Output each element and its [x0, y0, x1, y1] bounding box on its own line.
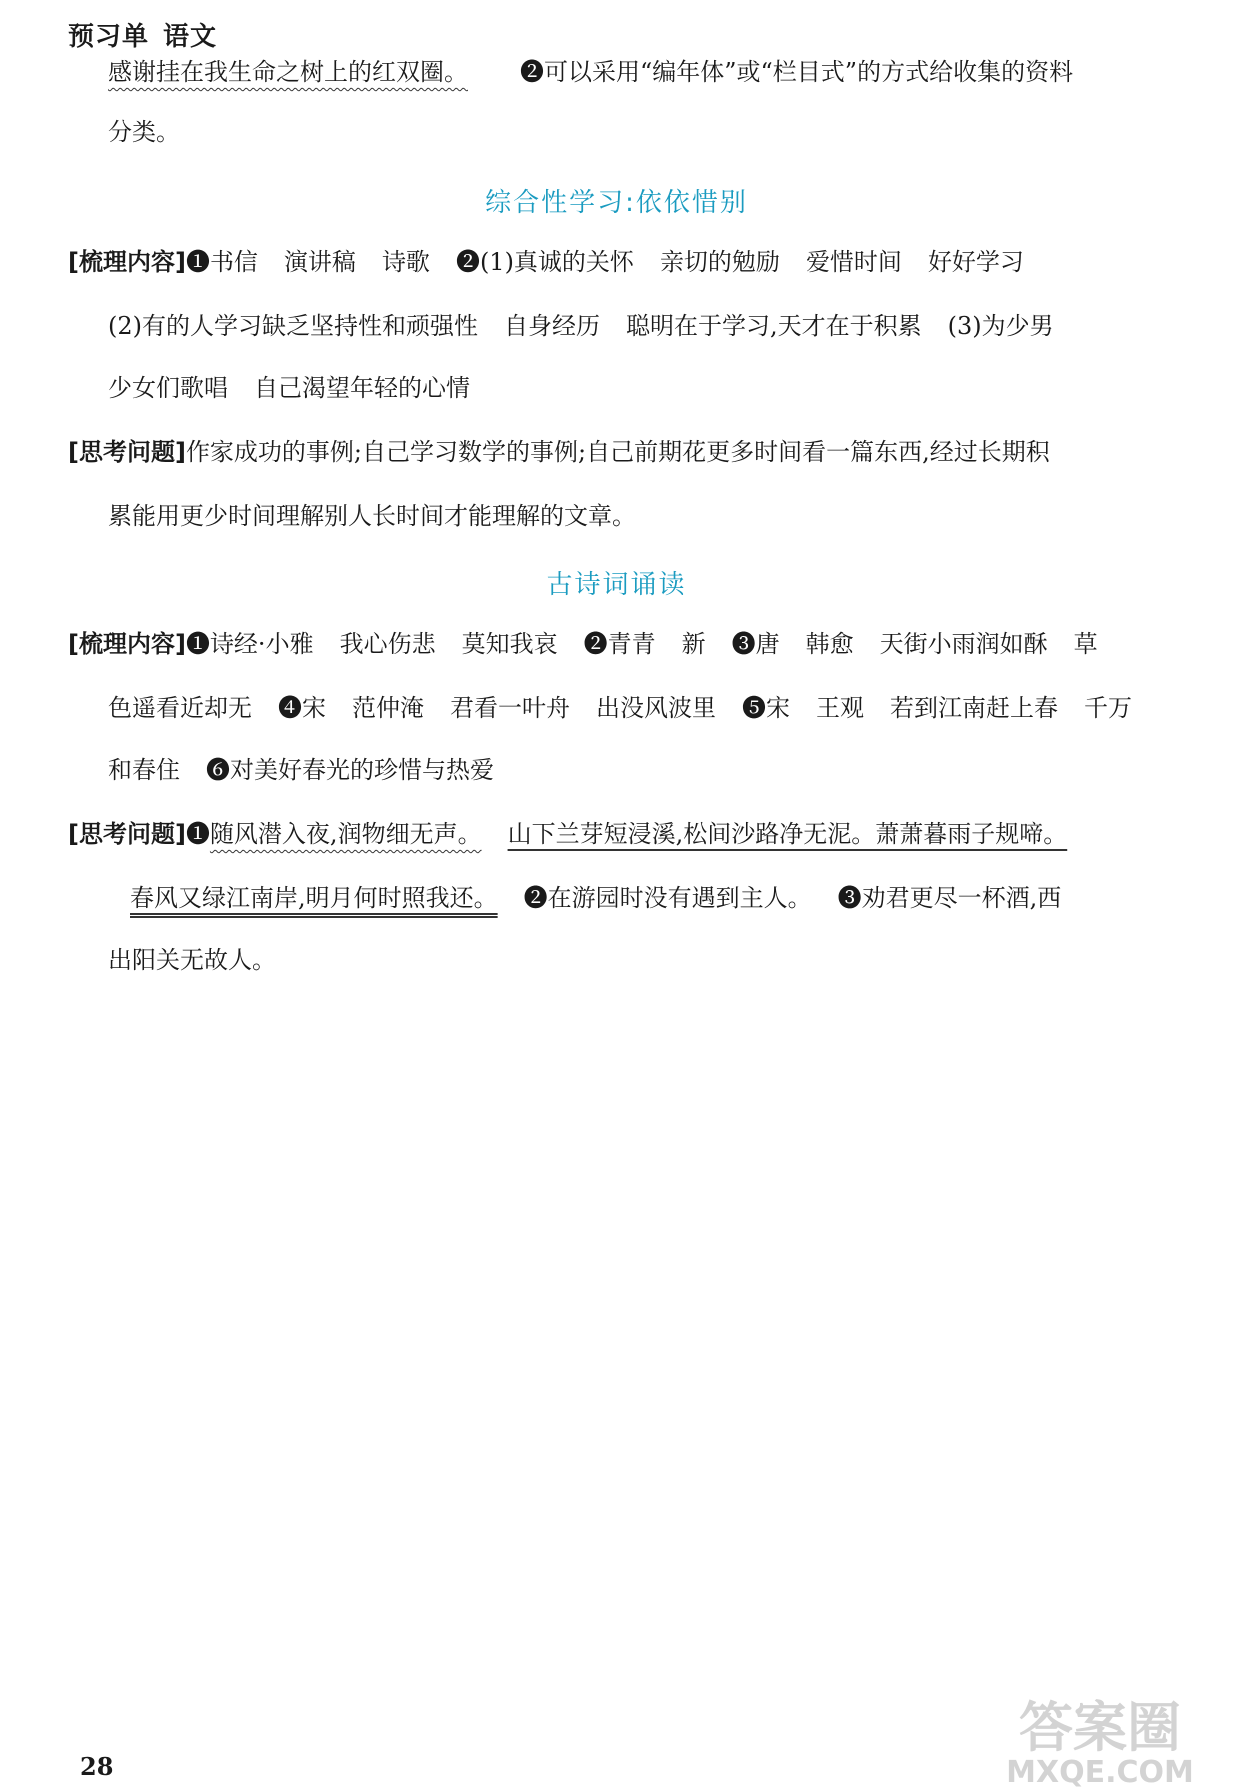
- answer: 诗歌: [381, 248, 430, 276]
- answer: 亲切的勉励: [659, 248, 780, 276]
- answer: 青青: [607, 630, 656, 658]
- top-line-1: [108, 56, 1073, 88]
- sort-label: [梳理内容]: [68, 248, 186, 276]
- answer: 劝君更尽一杯酒,西: [861, 884, 1062, 912]
- s2-sort-line-1: [68, 628, 1098, 660]
- s2-sort-line-2: [108, 692, 1132, 724]
- think-label: [思考问题]: [68, 438, 186, 466]
- answer: 千万: [1084, 694, 1132, 722]
- top-rest: 可以采用“编年体”或“栏目式”的方式给收集的资料: [544, 58, 1074, 86]
- page-header: [68, 16, 217, 53]
- s1-think-line-2: 累能用更少时间理解别人长时间才能理解的文章。: [108, 502, 636, 530]
- answer: (1)真诚的关怀: [479, 248, 634, 276]
- answer: 在游园时没有遇到主人。: [547, 884, 812, 912]
- marker-2: ❷: [523, 884, 548, 912]
- s1-think-line-1: [68, 436, 1050, 468]
- marker-1: ❶: [185, 630, 210, 658]
- section-title-1: 综合性学习:依依惜别: [485, 188, 748, 218]
- s2-sort-line-3: [108, 754, 494, 786]
- answer: 出没风波里: [596, 694, 716, 722]
- answer: 王观: [816, 694, 864, 722]
- answer: 对美好春光的珍惜与热爱: [230, 756, 494, 784]
- answer: 自身经历: [504, 312, 600, 340]
- answer: 韩愈: [805, 630, 854, 658]
- answer: 书信: [209, 248, 258, 276]
- answer: 诗经·小雅: [209, 630, 314, 658]
- marker-1: ❶: [185, 820, 210, 848]
- watermark-bottom-text: MXQE.COM: [1006, 1755, 1194, 1788]
- marker-3: ❸: [731, 630, 756, 658]
- subject-title: 语文: [163, 22, 218, 52]
- answer: 草: [1073, 630, 1098, 658]
- answer: 唐: [755, 630, 780, 658]
- answer: (3)为少男: [947, 312, 1054, 340]
- double-verse: 春风又绿江南岸,明月何时照我还。: [130, 884, 498, 912]
- section-title-2: 古诗词诵读: [546, 570, 687, 600]
- marker-5: ❺: [742, 694, 766, 722]
- book-title: 预习单: [68, 22, 150, 52]
- s2-think-line-3: 出阳关无故人。: [108, 946, 276, 974]
- top-line-2: 分类。: [108, 118, 180, 146]
- marker-3: ❸: [837, 884, 862, 912]
- think-label: [思考问题]: [68, 820, 186, 848]
- answer: 爱惜时间: [805, 248, 902, 276]
- answer: 莫知我哀: [461, 630, 558, 658]
- s1-sort-line-1: [68, 246, 1024, 278]
- answer: 好好学习: [927, 248, 1024, 276]
- answer: 作家成功的事例;自己学习数学的事例;自己前期花更多时间看一篇东西,经过长期积: [185, 438, 1050, 466]
- s1-sort-line-3: [108, 372, 470, 404]
- marker-2: ❷: [583, 630, 608, 658]
- answer: 天街小雨润如酥: [879, 630, 1048, 658]
- answer: 君看一叶舟: [450, 694, 570, 722]
- wavy-verse: 随风潜入夜,润物细无声。: [209, 820, 482, 848]
- s1-sort-line-2: [108, 310, 1054, 342]
- num-2-marker: ❷: [520, 58, 544, 86]
- solid-verse: 山下兰芽短浸溪,松间沙路净无泥。萧萧暮雨子规啼。: [507, 820, 1068, 848]
- answer: 我心伤悲: [339, 630, 436, 658]
- answer: 少女们歌唱: [108, 374, 228, 402]
- answer: 宋: [766, 694, 790, 722]
- answer: 色遥看近却无: [108, 694, 252, 722]
- watermark-top-text: 答案圈: [1019, 1696, 1181, 1759]
- answer: 宋: [302, 694, 326, 722]
- answer: 自己渴望年轻的心情: [254, 374, 470, 402]
- answer: 新: [681, 630, 706, 658]
- marker-2: ❷: [455, 248, 480, 276]
- answer: 演讲稿: [283, 248, 356, 276]
- s2-think-line-1: [68, 818, 1067, 850]
- wavy-sentence: 感谢挂在我生命之树上的红双圈。: [108, 58, 468, 86]
- answer: 和春住: [108, 756, 180, 784]
- watermark-logo: [995, 1688, 1205, 1788]
- marker-6: ❻: [206, 756, 230, 784]
- answer: (2)有的人学习缺乏坚持性和顽强性: [108, 312, 478, 340]
- s2-think-line-2: [130, 882, 1061, 914]
- marker-4: ❹: [278, 694, 302, 722]
- answer: 范仲淹: [352, 694, 424, 722]
- answer: 若到江南赶上春: [890, 694, 1058, 722]
- answer: 聪明在于学习,天才在于积累: [626, 312, 922, 340]
- marker-1: ❶: [185, 248, 210, 276]
- page-number: 28: [80, 1752, 114, 1781]
- sort-label: [梳理内容]: [68, 630, 186, 658]
